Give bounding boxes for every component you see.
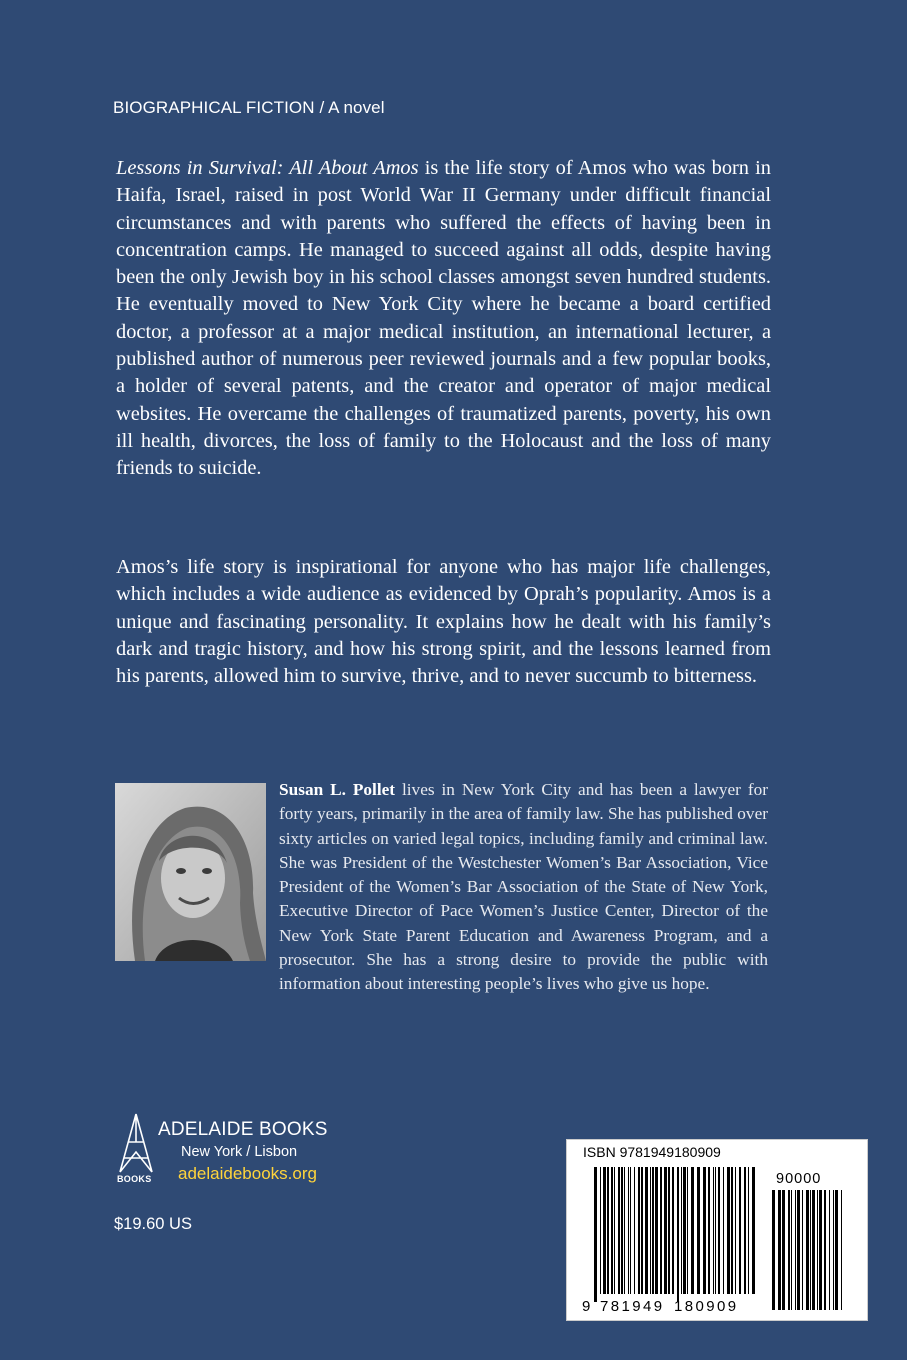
- barcode-bar: [618, 1167, 620, 1294]
- barcode-bar: [791, 1190, 792, 1310]
- barcode-bar: [778, 1190, 781, 1310]
- blurb-paragraph-1: [116, 155, 771, 483]
- barcode-bar: [797, 1190, 800, 1310]
- barcode-bar: [660, 1167, 662, 1294]
- publisher-website: adelaidebooks.org: [178, 1164, 317, 1183]
- barcode-bar: [723, 1167, 724, 1294]
- barcode-bar: [752, 1167, 755, 1294]
- book-title: Lessons in Survival: All About Amos: [116, 157, 419, 179]
- price: $19.60 US: [114, 1215, 192, 1233]
- barcode-bar: [812, 1190, 815, 1310]
- barcode-bar: [744, 1167, 746, 1294]
- author-name: Susan L. Pollet: [279, 780, 396, 799]
- barcode-bar: [652, 1167, 654, 1294]
- barcode-bar: [697, 1167, 700, 1294]
- barcode-bar: [727, 1167, 730, 1294]
- barcode-bar: [634, 1167, 635, 1294]
- barcode-bar: [691, 1167, 694, 1294]
- barcode-bar: [802, 1190, 803, 1310]
- barcode-bar: [713, 1167, 714, 1294]
- blurb-paragraph-1-text: is the life story of Amos who was born in Haifa, Israel, raised in post World War II Germany under difficult financial circumstances and with parents who suffered the effects of having been in concentration camps. He managed to succeed against all odds, despite having been the only Jewish boy in his school classes amongst seven hundred students. He eventually moved to New York City where he became a board certified doctor, a professor at a major medical institution, an international lecturer, a published author of numerous peer reviewed journals and a few popular books, a holder of several patents, and the creator and operator of major medical websites. He overcame the challenges of traumatized parents, poverty, his own ill health, divorces, the loss of family to the Holocaust and the loss of many friends to suicide.: [116, 157, 771, 480]
- barcode-bar: [668, 1167, 670, 1294]
- barcode-bar: [782, 1190, 785, 1310]
- barcode-bar: [607, 1167, 609, 1294]
- barcode-bar: [703, 1167, 706, 1294]
- barcode-panel: [566, 1139, 868, 1321]
- barcode-digits-group-1: 781949: [600, 1298, 665, 1315]
- barcode-bar: [594, 1167, 597, 1302]
- barcode-bar: [841, 1190, 842, 1310]
- barcode-bar: [650, 1167, 651, 1294]
- barcode-bar: [772, 1190, 775, 1310]
- barcode-digits-group-2: 180909: [674, 1298, 739, 1315]
- publisher-cities: New York / Lisbon: [181, 1144, 298, 1160]
- barcode-bar: [810, 1190, 811, 1310]
- barcode-bars: [567, 1140, 867, 1320]
- barcode-bar: [687, 1167, 688, 1294]
- author-photo: [115, 783, 266, 961]
- barcode-bar: [824, 1190, 826, 1310]
- barcode-bar: [600, 1167, 601, 1294]
- barcode-bar: [806, 1190, 809, 1310]
- barcode-bar: [611, 1167, 613, 1294]
- barcode-bar: [829, 1190, 830, 1310]
- barcode-lead-digit: 9: [582, 1298, 591, 1315]
- barcode-bar: [681, 1167, 682, 1294]
- barcode-bar: [655, 1167, 658, 1294]
- isbn-number: 9781949180909: [619, 1144, 721, 1160]
- barcode-bar: [638, 1167, 640, 1294]
- barcode-bar: [630, 1167, 631, 1294]
- barcode-bar: [614, 1167, 615, 1294]
- publisher-logo-label: BOOKS: [117, 1174, 152, 1184]
- barcode-bar: [624, 1167, 625, 1294]
- barcode-bar: [788, 1190, 790, 1310]
- addon-number: 90000: [776, 1171, 822, 1187]
- barcode-bar: [621, 1167, 623, 1294]
- barcode-bar: [835, 1190, 838, 1310]
- barcode-bar: [819, 1190, 822, 1310]
- barcode-bar: [748, 1167, 749, 1294]
- author-bio: [279, 778, 768, 997]
- barcode-bar: [833, 1190, 834, 1310]
- barcode-bar: [645, 1167, 648, 1294]
- blurb-paragraph-2: Amos’s life story is inspirational for anyone who has major life challenges, which includes a wide audience as evidenced by Oprah’s popularity. Amos is a unique and fascinating personality. It explains how he dealt with his family’s dark and tragic history, and how his strong spirit, and the lessons learned from his parents, allowed him to survive, thrive, and to never succumb to bitterness.: [116, 556, 771, 688]
- author-portrait-image: [115, 783, 266, 961]
- barcode-bar: [715, 1167, 716, 1294]
- barcode-bar: [677, 1167, 679, 1302]
- ean-bars: [594, 1167, 755, 1302]
- barcode-bar: [718, 1167, 720, 1294]
- barcode-bar: [731, 1167, 733, 1294]
- barcode-bar: [739, 1167, 741, 1294]
- genre-label: BIOGRAPHICAL FICTION / A novel: [113, 98, 385, 117]
- barcode-bar: [817, 1190, 818, 1310]
- isbn-label: ISBN: [583, 1144, 616, 1160]
- barcode-bar: [683, 1167, 686, 1294]
- barcode-bar: [628, 1167, 629, 1294]
- publisher-name: ADELAIDE BOOKS: [158, 1119, 328, 1140]
- barcode-bar: [664, 1167, 667, 1294]
- barcode-bar: [795, 1190, 796, 1310]
- barcode-bar: [672, 1167, 674, 1294]
- author-bio-text: lives in New York City and has been a lawyer for forty years, primarily in the area of family law. She has published over sixty articles on varied legal topics, including family and criminal law. She was President of the Westchester Women’s Bar Association, Vice President of the Women’s Bar Association of the State of New York, Executive Director of Pace Women’s Justice Center, Director of the New York State Parent Education and Awareness Program, and a prosecutor. She has a strong desire to provide the public with information about interesting people’s lives who give us hope.: [279, 780, 768, 994]
- barcode-bar: [603, 1167, 606, 1294]
- addon-bars: [772, 1190, 842, 1310]
- barcode-bar: [641, 1167, 643, 1294]
- barcode-bar: [708, 1167, 710, 1294]
- barcode-bar: [735, 1167, 736, 1294]
